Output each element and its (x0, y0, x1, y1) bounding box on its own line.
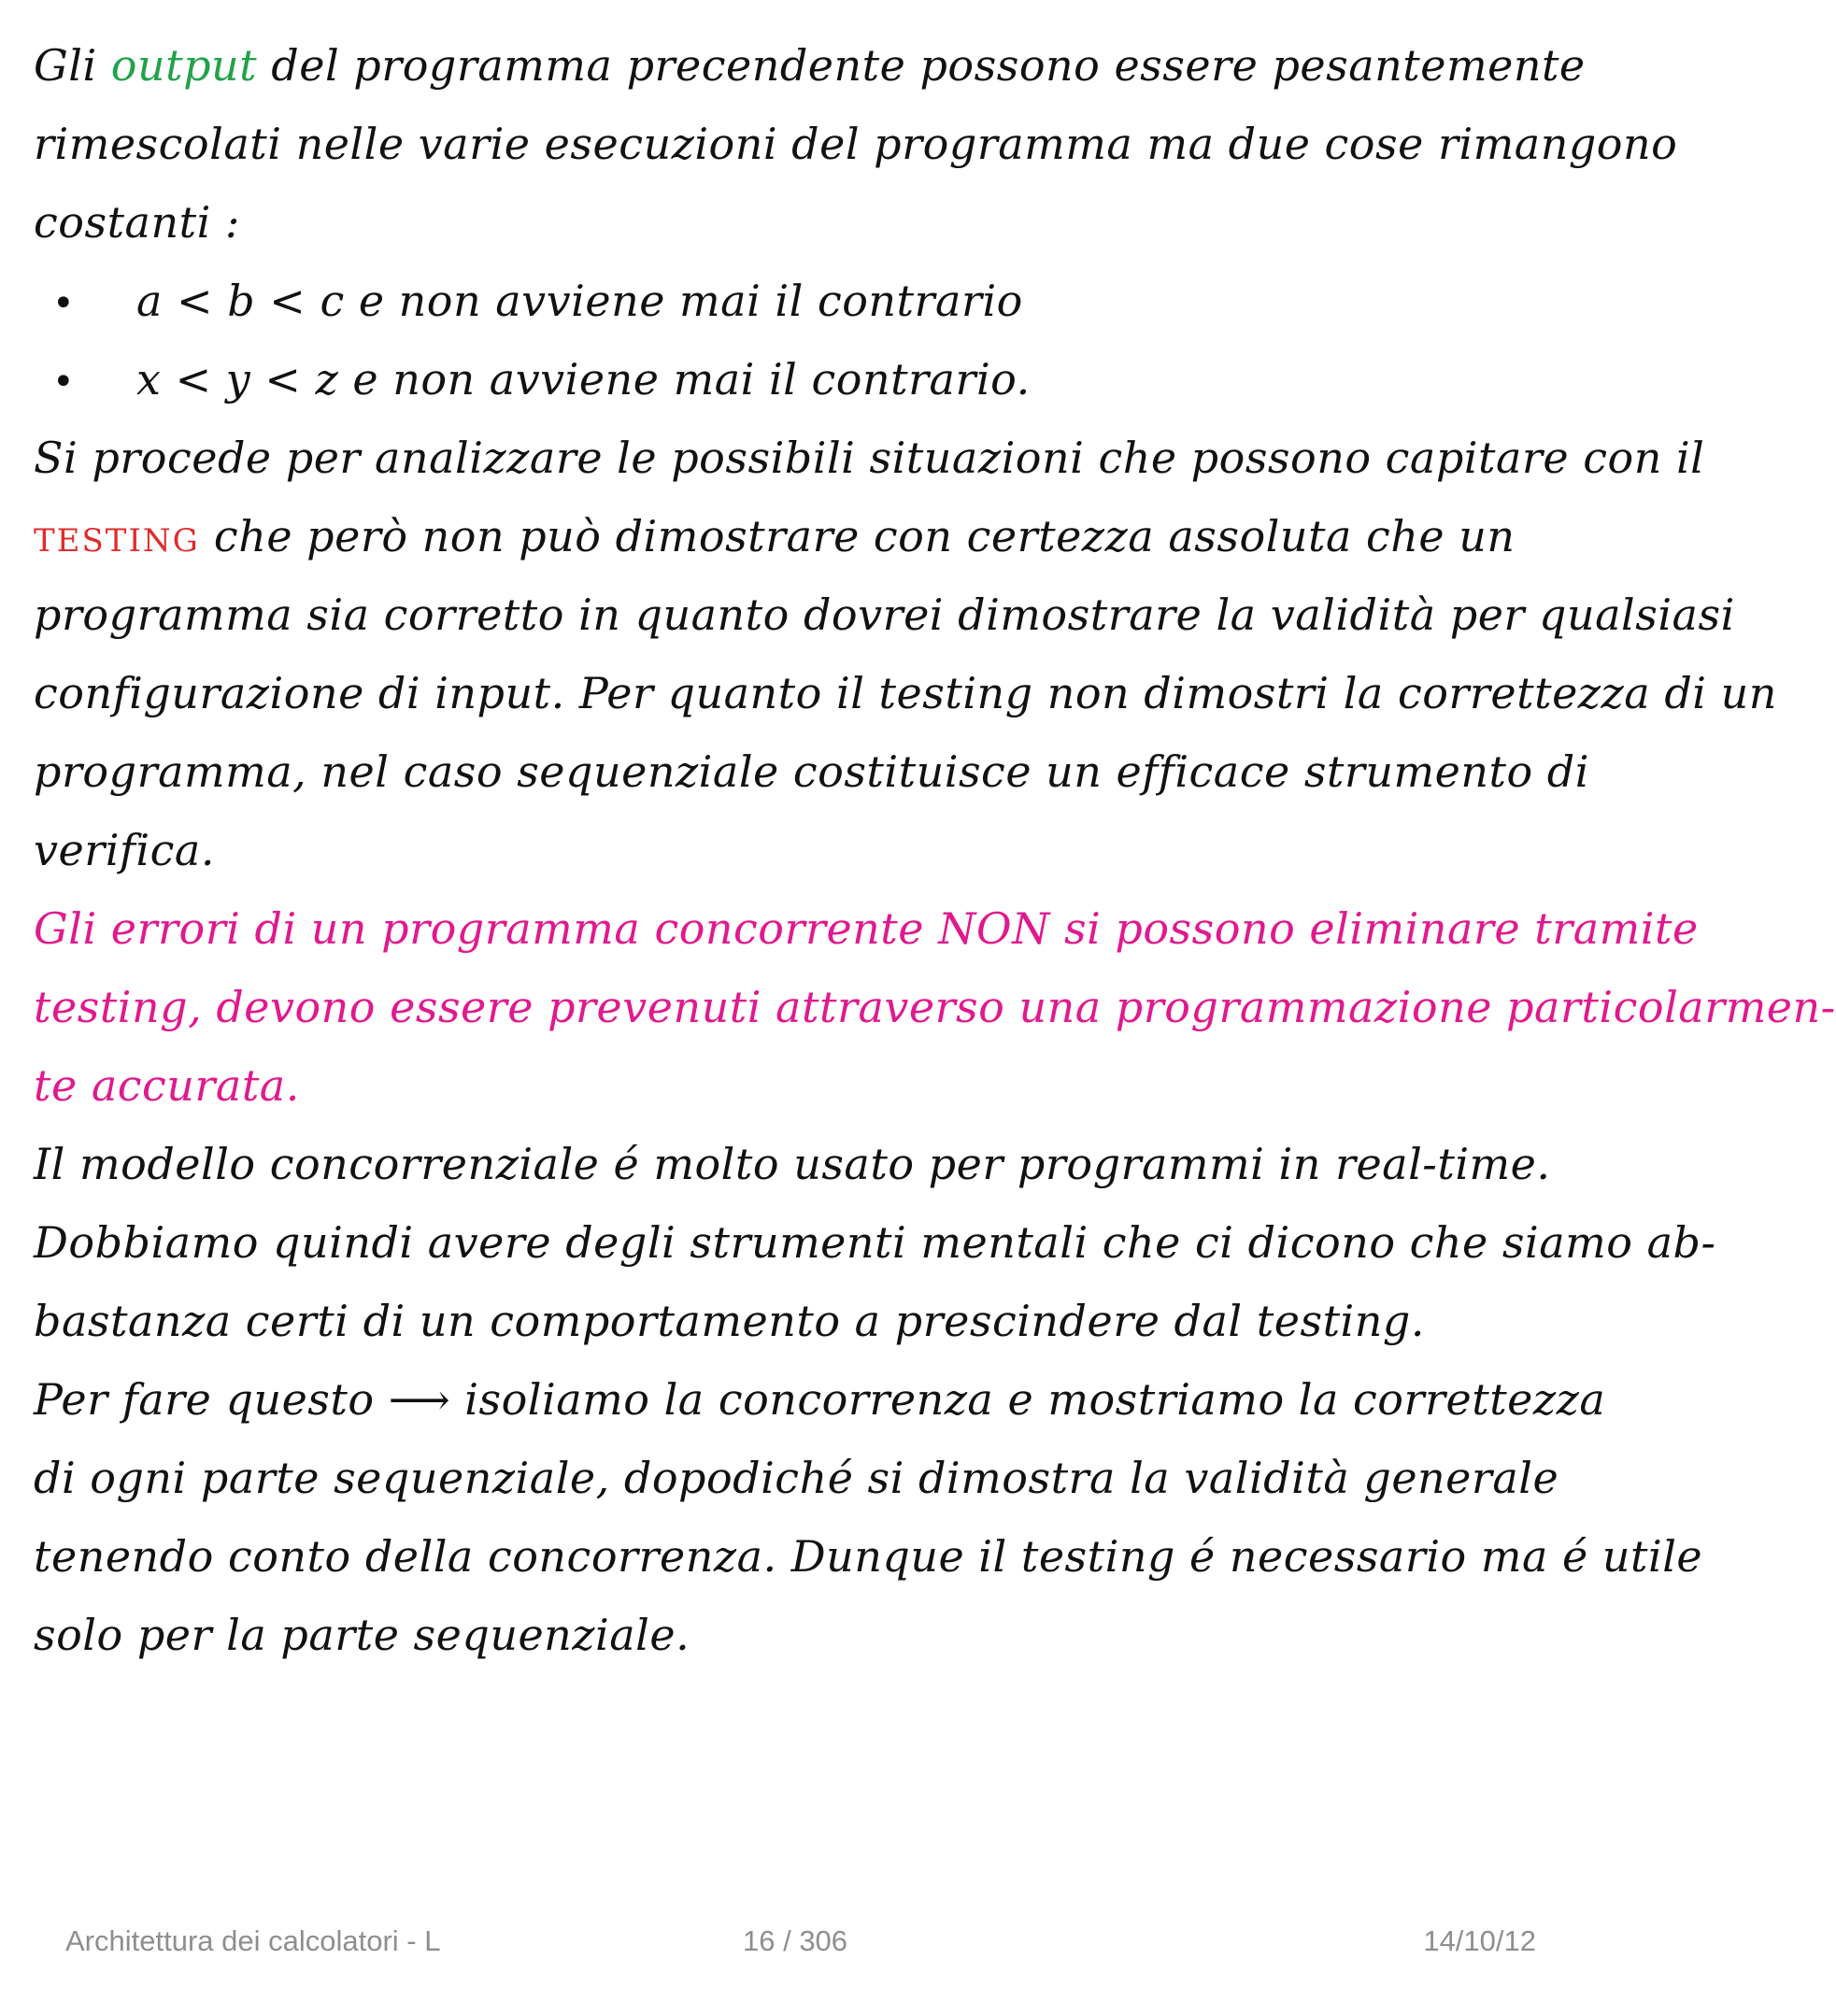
bullet-item (34, 262, 1575, 340)
note-line (34, 497, 1575, 575)
note-line: Per fare questo ⟶ isoliamo la concorrenza e mostriamo la correttezza (34, 1374, 1606, 1425)
warning-line: testing, devono essere prevenuti attraverso una programmazione particolarmen- (34, 982, 1836, 1032)
note-text: del programma precendente possono essere pesantemente (257, 40, 1586, 91)
highlight-output: output (110, 40, 258, 91)
note-line: costanti : (34, 197, 240, 248)
footer-page-number: 16 / 306 (743, 1924, 848, 1957)
warning-line: te accurata. (34, 1060, 300, 1111)
bullet-icon: • (52, 282, 76, 325)
note-line: programma sia corretto in quanto dovrei dimostrare la validità per qualsiasi (34, 589, 1735, 640)
note-line: verifica. (34, 825, 215, 875)
note-line: di ogni parte sequenziale, dopodiché si dimostra la validità generale (34, 1453, 1559, 1503)
highlight-testing: TESTING (34, 522, 200, 560)
note-text: Gli (34, 40, 111, 91)
note-line: configurazione di input. Per quanto il testing non dimostri la correttezza di un (34, 668, 1777, 718)
footer-date: 14/10/12 (1423, 1924, 1536, 1957)
note-line: Il modello concorrenziale é molto usato per programmi in real-time. (34, 1139, 1551, 1189)
bullet-text: x < y < z e non avviene mai il contrario. (136, 354, 1031, 405)
note-line: programma, nel caso sequenziale costituisce un efficace strumento di (34, 746, 1589, 797)
note-line: Dobbiamo quindi avere degli strumenti mentali che ci dicono che siamo ab- (34, 1217, 1716, 1268)
bullet-item (34, 340, 1575, 419)
warning-line: Gli errori di un programma concorrente NON si possono eliminare tramite (34, 903, 1699, 954)
footer-course-title: Architettura dei calcolatori - L (65, 1924, 441, 1957)
note-text: che però non può dimostrare con certezza assoluta che un (199, 511, 1516, 561)
note-line: bastanza certi di un comportamento a prescindere dal testing. (34, 1296, 1425, 1346)
note-line (34, 26, 1586, 105)
handwritten-notes (34, 26, 1836, 1674)
note-line: Si procede per analizzare le possibili situazioni che possono capitare con il (34, 433, 1705, 483)
note-line: solo per la parte sequenziale. (34, 1610, 690, 1660)
page-footer (0, 1924, 1606, 1971)
bullet-icon: • (52, 361, 76, 404)
bullet-text: a < b < c e non avviene mai il contrario (136, 276, 1023, 326)
note-line: rimescolati nelle varie esecuzioni del programma ma due cose rimangono (34, 119, 1678, 169)
note-line: tenendo conto della concorrenza. Dunque il testing é necessario ma é utile (34, 1531, 1703, 1582)
